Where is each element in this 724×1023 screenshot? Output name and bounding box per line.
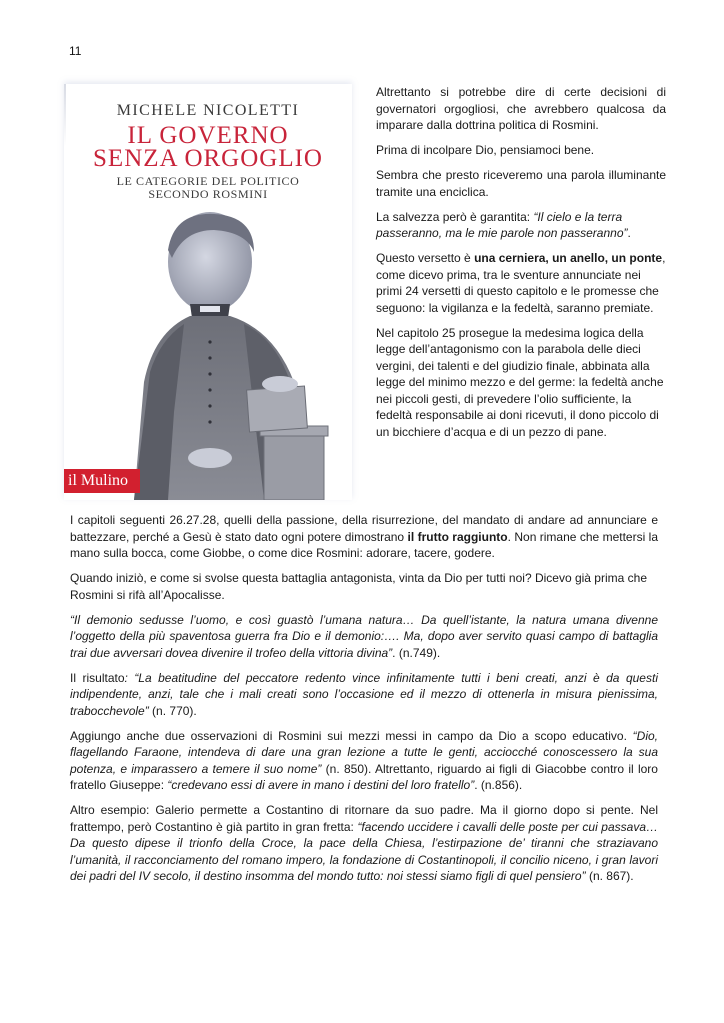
page-number: 11 bbox=[69, 44, 82, 58]
rosmini-quote: : “La beatitudine del peccatore redento vince infinitamente tutti i beni creati, anzi è da questi indipendente, anzi, tale che i mali creati sono l’occasione ed il mezzo di ottenerla in misura pienissima, trabocchevole” bbox=[70, 670, 658, 718]
cover-subtitle-line-1: LE CATEGORIE DEL POLITICO bbox=[116, 174, 300, 188]
paragraph-text: Questo versetto è bbox=[376, 251, 475, 265]
rosmini-quote: “Il demonio sedusse l’uomo, e così guastò l’umana natura… Da quell’istante, la natura umana divenne l’oggetto della più spaventosa guerra fra Dio e il demonio:…. Ma, dopo aver servito quasi campo di battaglia trai due avversari dovea divenire il trofeo della vittoria divina” bbox=[70, 612, 658, 660]
paragraph-text: Quando iniziò, e come si svolse questa battaglia antagonista, vinta da Dio per tutti noi? Dicevo già prima che Rosmini si rifà all’Apocalisse. bbox=[70, 571, 647, 602]
portrait-hand-lap bbox=[188, 448, 232, 468]
portrait-clerical-collar bbox=[200, 306, 220, 312]
paragraph-text: Prima di incolpare Dio, pensiamoci bene. bbox=[376, 143, 595, 157]
citation: . (n.856). bbox=[474, 778, 523, 792]
paragraph-text: Sembra che presto riceveremo una parola illuminante tramite una enciclica. bbox=[376, 168, 666, 199]
body-text bbox=[70, 512, 658, 893]
citation: (n. 770). bbox=[148, 703, 197, 718]
publisher-logo: il Mulino bbox=[64, 469, 140, 493]
cover-author: MICHELE NICOLETTI bbox=[116, 102, 300, 119]
cover-subtitle bbox=[64, 175, 352, 201]
portrait-engraving bbox=[114, 212, 346, 500]
cover-title-line-2: SENZA ORGOGLIO bbox=[93, 145, 323, 172]
portrait-pedestal bbox=[264, 432, 324, 500]
rosmini-quote: “Dio, flagellando Faraone, intendeva di dare una gran lezione a tutte le genti, acciocché conoscessero la sua potenza, e imparassero a temere il suo nome” bbox=[70, 728, 658, 776]
paragraph bbox=[70, 570, 658, 603]
paragraph-text: Nel capitolo 25 prosegue la medesima logica della legge dell’antagonismo con la parabola delle dieci vergini, dei talenti e del giudizio finale, abbinata alla legge del minimo mezzo e del germe: la fedeltà anche nei piccoli gesti, di prevedere l’olio sufficiente, la fedeltà responsabile ai doni ricevuti, il dono piccolo di un bicchiere d’acqua e di un pezzo di pane. bbox=[376, 325, 664, 439]
paragraph bbox=[376, 142, 666, 159]
cover-subtitle-line-2: SECONDO ROSMINI bbox=[148, 187, 268, 201]
paragraph-text: Il risultato bbox=[70, 670, 125, 685]
side-column-text bbox=[376, 84, 666, 449]
cover-title-line-1: IL GOVERNO bbox=[127, 122, 289, 149]
paragraph-text: . bbox=[627, 226, 631, 240]
paragraph-text: . Non rimane che mettersi la mano sulla bocca, come Giobbe, o come dice Rosmini: adorare, tacere, godere. bbox=[70, 529, 659, 560]
paragraph-text: Aggiungo anche due osservazioni di Rosmini sui mezzi messi in campo da Dio a scopo educativo. bbox=[70, 728, 633, 743]
paragraph-text: (n. 850). Altrettanto, riguardo ai figli di Giacobbe contro il loro fratello Giuseppe: bbox=[70, 761, 658, 792]
bold-emphasis: una cerniera, un anello, un ponte bbox=[474, 251, 663, 265]
citation: . (n.749). bbox=[392, 645, 441, 660]
paragraph bbox=[70, 802, 658, 885]
paragraph-text: , come dicevo prima, tra le sventure annunciate nei primi 24 versetti di questo capitolo e le promesse che seguono: la vigilanza e la fedeltà, saranno premiate. bbox=[376, 251, 666, 315]
paragraph-text: La salvezza però è garantita: bbox=[376, 209, 534, 224]
portrait-book bbox=[247, 386, 308, 432]
paragraph bbox=[376, 250, 666, 316]
scripture-quote: “Il cielo e la terra passeranno, ma le mie parole non passeranno” bbox=[376, 209, 628, 240]
rosmini-quote: “facendo uccidere i cavalli delle poste per cui passava… Da questo dipese il trionfo della Croce, la pace della Chiesa, l’estirpazione de’ tiranni che straziavano l’umanità, il racconciamento del romano impero, la fondazione di Costantinopoli, il concilio niceno, i gran lavori dei padri del IV secolo, il destino insomma del mondo tutto: noi stessi siamo figli di quel pensiero” bbox=[70, 819, 658, 883]
paragraph bbox=[376, 209, 666, 242]
book-cover-image bbox=[64, 84, 352, 500]
paragraph-text: Altro esempio: Galerio permette a Costantino di ritornare da suo padre. Ma il giorno dopo si pente. Nel frattempo, però Costantino è già partito in gran fretta: bbox=[70, 803, 658, 834]
paragraph bbox=[70, 728, 658, 794]
paragraph bbox=[376, 325, 666, 441]
cover-title bbox=[64, 124, 352, 170]
paragraph bbox=[376, 84, 666, 134]
paragraph bbox=[70, 612, 658, 662]
bold-emphasis: il frutto raggiunto bbox=[407, 529, 508, 544]
paragraph-text: Altrettanto si potrebbe dire di certe decisioni di governatori orgogliosi, che avrebbero qualcosa da imparare dalla dottrina politica di Rosmini. bbox=[376, 85, 666, 132]
paragraph bbox=[70, 512, 658, 562]
paragraph bbox=[70, 670, 658, 720]
portrait-hand-book bbox=[262, 376, 298, 392]
rosmini-quote: “credevano essi di avere in mano i destini del loro fratello” bbox=[167, 778, 475, 792]
citation: (n. 867). bbox=[585, 869, 634, 883]
paragraph-text: I capitoli seguenti 26.27.28, quelli della passione, della risurrezione, del mandato di andare ad annunciare e battezzare, perché a Gesù è stato dato ogni potere dimostrano bbox=[70, 513, 658, 544]
paragraph bbox=[376, 167, 666, 200]
